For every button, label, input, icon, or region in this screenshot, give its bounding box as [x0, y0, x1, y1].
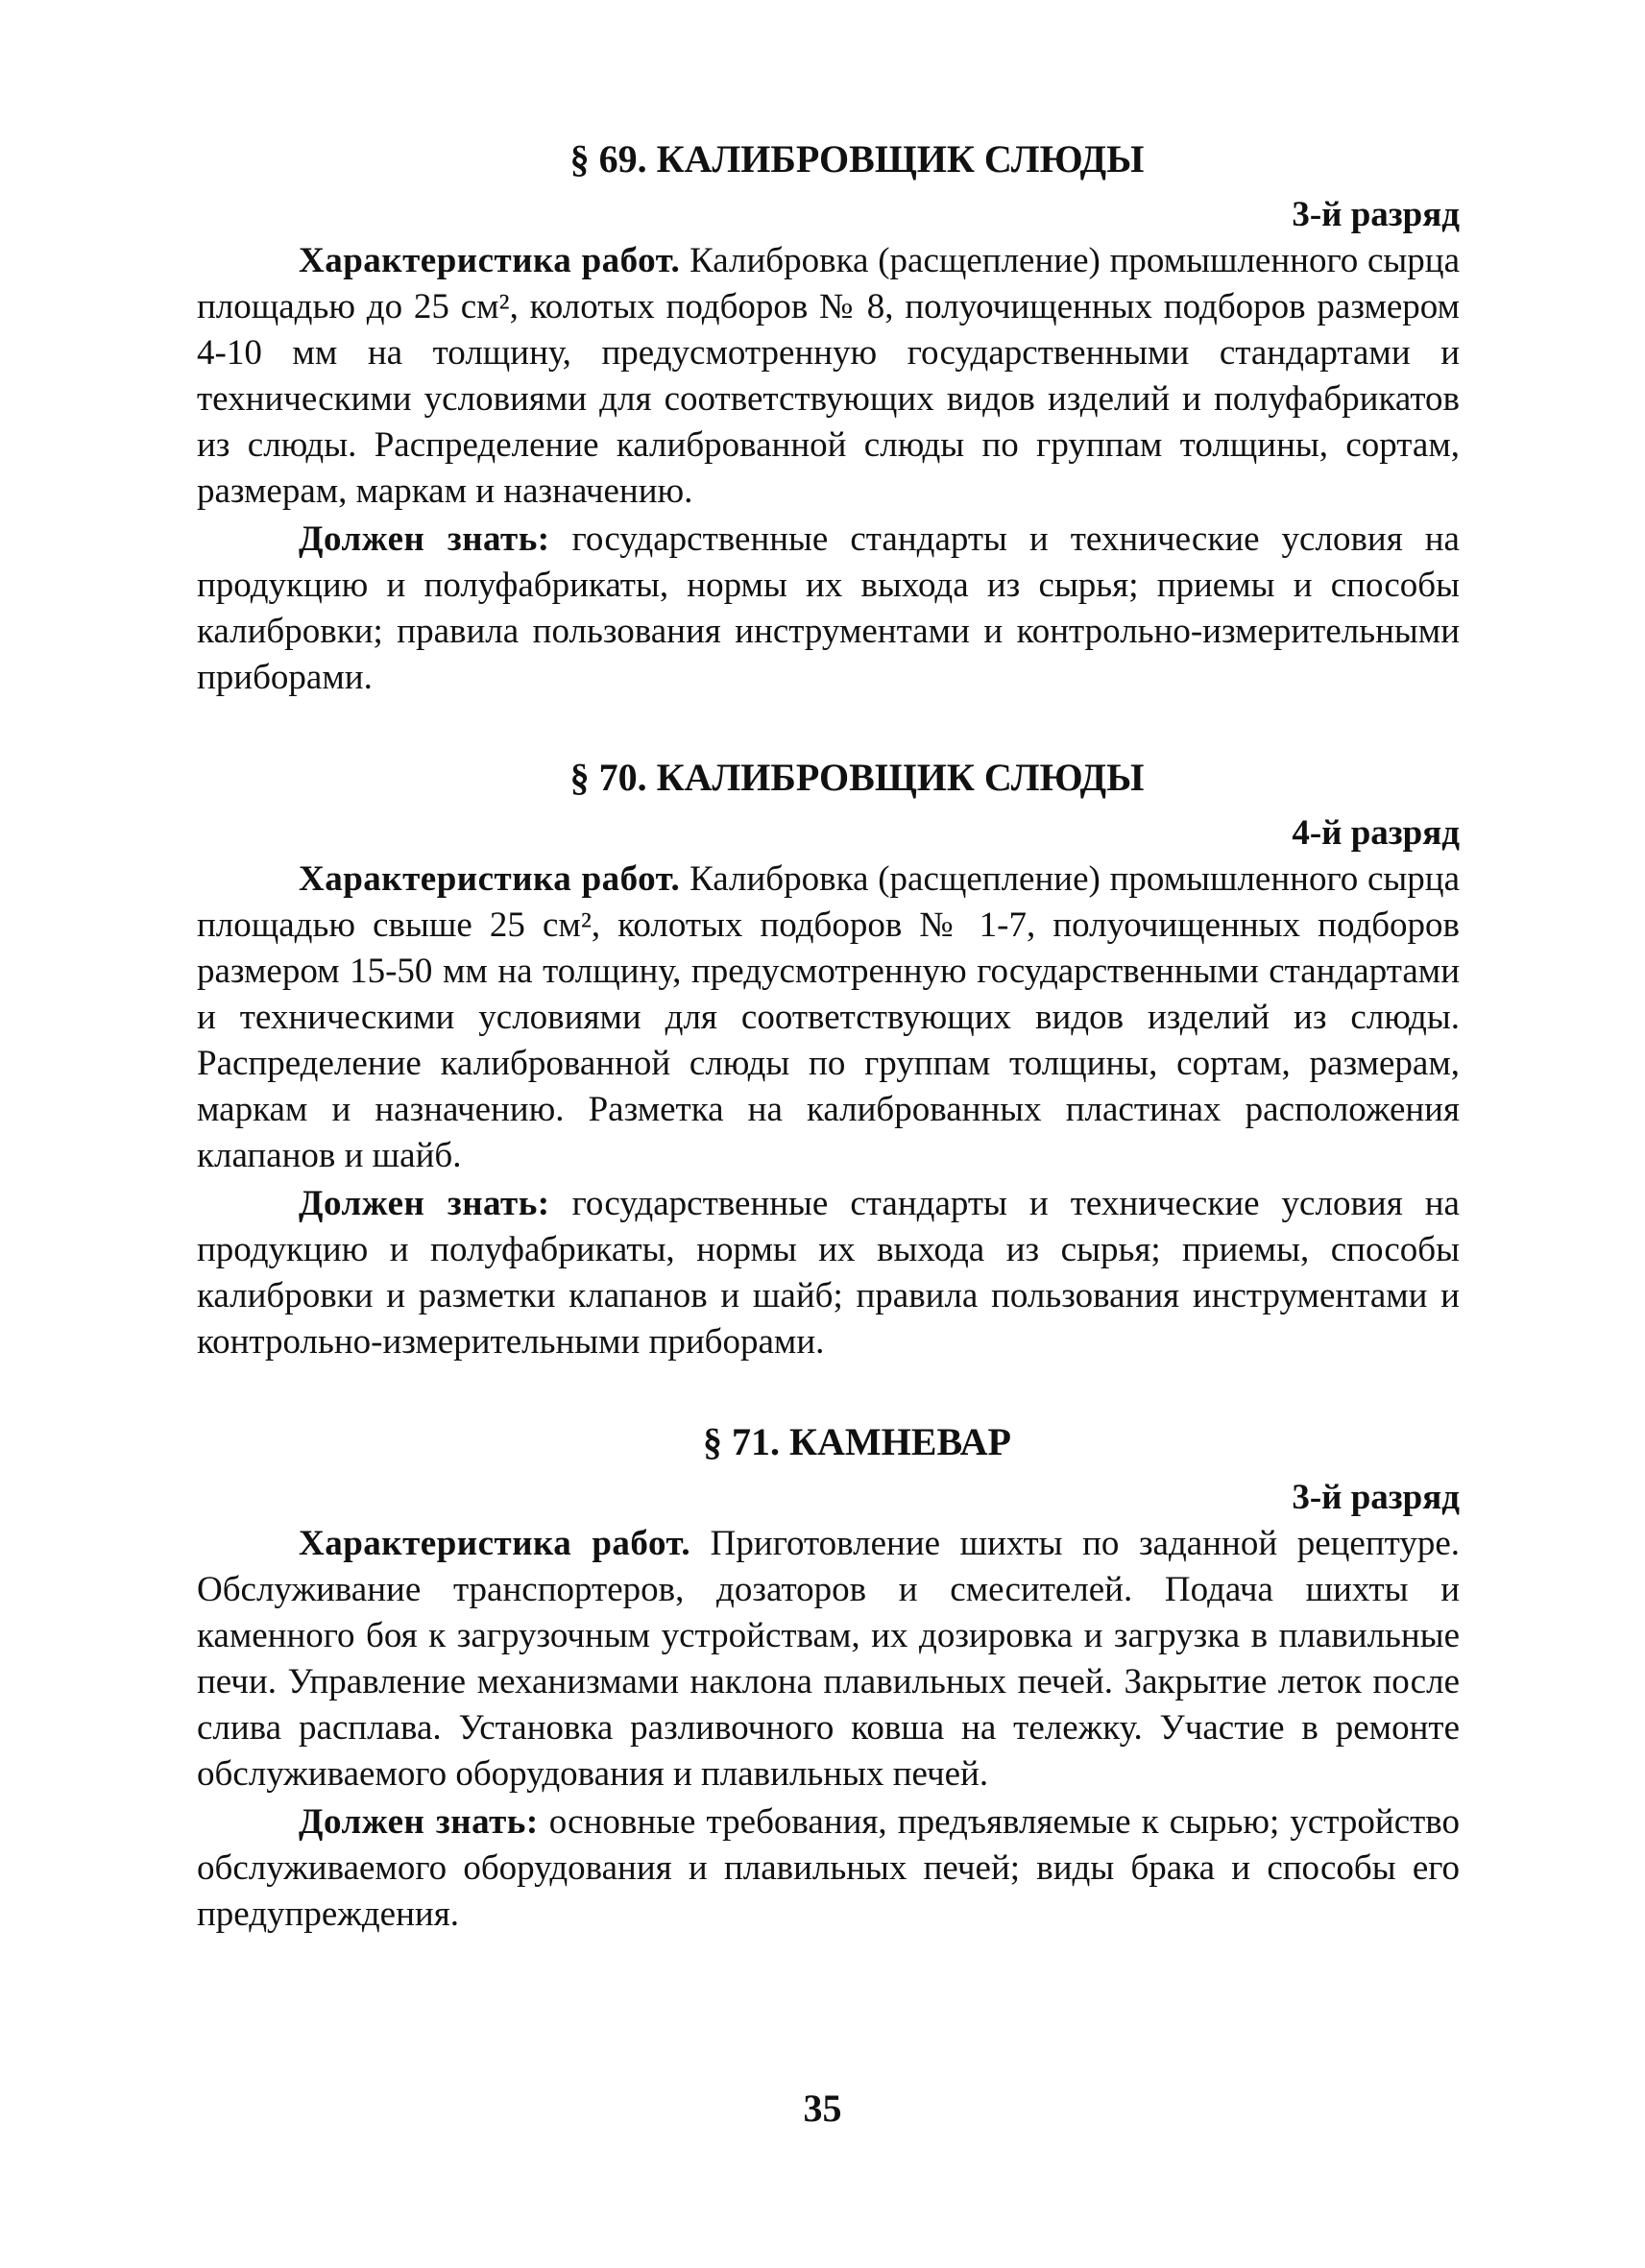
section-title: § 70. КАЛИБРОВЩИК СЛЮДЫ	[569, 756, 1145, 799]
knowledge-label: Должен знать:	[299, 1184, 550, 1223]
characteristics-paragraph	[197, 857, 1460, 1179]
characteristics-paragraph	[197, 238, 1460, 515]
section-70	[197, 753, 1460, 1365]
grade-label: 3-й разряд	[1292, 195, 1460, 234]
knowledge-label: Должен знать:	[299, 519, 550, 559]
page-number: 35	[803, 2087, 842, 2130]
characteristics-text: Приготовление шихты по заданной рецептуре. Обслуживание транспортеров, дозаторов и смесителей. Подача шихты и каменного боя к загрузочным устройствам, их дозировка и загрузка в плавильные печи. Управление механизмами наклона плавильных печей. Закрытие леток после слива расплава. Установка разливочного ковша на тележку. Участие в ремонте обслуживаемого оборудования и плавильных печей.	[197, 1524, 1460, 1794]
characteristics-label: Характеристика работ.	[299, 241, 681, 280]
characteristics-paragraph	[197, 1521, 1460, 1798]
knowledge-paragraph	[197, 1799, 1460, 1938]
knowledge-text: основные требования, предъявляемые к сырью; устройство обслуживаемого оборудования и плавильных печей; виды брака и способы его предупреждения.	[197, 1802, 1460, 1934]
knowledge-paragraph	[197, 1181, 1460, 1365]
grade-label: 3-й разряд	[1292, 1478, 1460, 1517]
characteristics-text: Калибровка (расщепление) промышленного сырца площадью до 25 см², колотых подборов № 8, полуочищенных подборов размером 4-10 мм на толщину, предусмотренную государственными стандартами и техническими условиями для соответствующих видов изделий и полуфабрикатов из слюды. Распределение калиброванной слюды по группам толщины, сортам, размерам, маркам и назначению.	[197, 241, 1460, 511]
grade-label: 4-й разряд	[1292, 813, 1460, 853]
knowledge-text: государственные стандарты и технические условия на продукцию и полуфабрикаты, нормы их выхода из сырья; приемы, способы калибровки и разметки клапанов и шайб; правила пользования инструментами и контрольно-измерительными приборами.	[197, 1184, 1460, 1362]
section-69	[197, 134, 1460, 701]
knowledge-label: Должен знать:	[299, 1802, 539, 1842]
knowledge-paragraph	[197, 517, 1460, 701]
characteristics-text: Калибровка (расщепление) промышленного сырца площадью свыше 25 см², колотых подборов № 1-7, полуочищенных подборов размером 15-50 мм на толщину, предусмотренную государственными стандартами и техническими условиями для соответствующих видов изделий из слюды. Распределение калиброванной слюды по группам толщины, сортам, размерам, маркам и назначению. Разметка на калиброванных пластинах расположения клапанов и шайб.	[197, 859, 1460, 1175]
document-page	[197, 134, 1460, 1938]
section-title: § 69. КАЛИБРОВЩИК СЛЮДЫ	[569, 137, 1145, 181]
characteristics-label: Характеристика работ.	[299, 859, 681, 899]
characteristics-label: Характеристика работ.	[299, 1524, 691, 1563]
knowledge-text: государственные стандарты и технические условия на продукцию и полуфабрикаты, нормы их выхода из сырья; приемы и способы калибровки; правила пользования инструментами и контрольно-измерительными приборами.	[197, 519, 1460, 697]
section-71	[197, 1417, 1460, 1938]
section-title: § 71. КАМНЕВАР	[703, 1420, 1011, 1463]
